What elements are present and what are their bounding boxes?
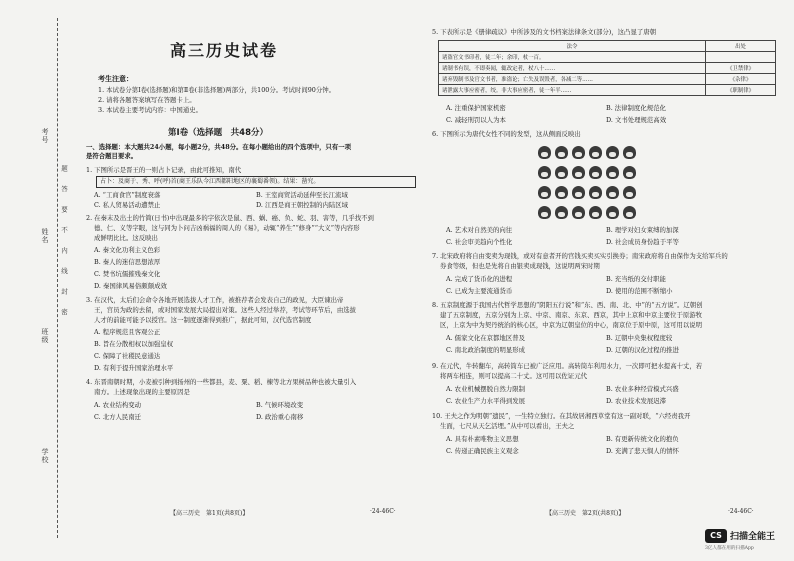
q7-line: 券食等级，但也是先将自由银卖成现钱，这说明两宋时期: [440, 262, 600, 270]
label-xingming: 姓名: [41, 228, 49, 244]
section-title: 第Ⅰ卷（选择题 共48分）: [168, 128, 268, 138]
table-row: [439, 85, 776, 96]
hairstyle-icon: [572, 206, 585, 219]
hairstyle-icon: [538, 206, 551, 219]
q6-option: C. 社会审美趋向个性化: [446, 238, 513, 246]
q10-line: 生面，七尺从天乞活埋。”从中可以看出，王夫之: [440, 422, 575, 430]
q10-option: B. 有更新传统文化的抱负: [606, 435, 679, 443]
hairstyle-icon: [623, 206, 636, 219]
hairstyle-icon: [589, 206, 602, 219]
hairstyle-icon: [555, 166, 568, 179]
table-cell: 诸盗官文书印者，徒二年；余印，杖一百。: [439, 52, 706, 63]
q1-option: D. 江西是商王朝控制的内陆区域: [256, 201, 349, 209]
q3-line: 王，宫员为政的去留，或对国家发展大局提出对策。这些人经过举荐，考试等环节后，由选拔: [94, 306, 357, 314]
binding-strip: [0, 0, 66, 561]
q9-line: 9. 在元代，牛转翻车，高转筒车已被广泛应用。高转筒车利用水力，一次即可把水提高十丈，若: [432, 362, 703, 370]
table-cell: 诸制书有误，不即奏闻，辄改定者，杖八十……: [439, 63, 706, 74]
label-banji: 班级: [41, 328, 49, 344]
q1-option: A. “工商食官”制度衰落: [94, 191, 161, 199]
hairstyle-row: [538, 186, 636, 199]
hairstyle-icon: [538, 146, 551, 159]
q9-option: C. 农业生产力水平得到发展: [446, 397, 526, 405]
notice-head: 考生注意：: [98, 74, 133, 83]
hairstyle-icon: [589, 186, 602, 199]
q5-option: B. 法律制度化规范化: [606, 104, 666, 112]
hairstyle-icon: [606, 186, 619, 199]
label-xuexiao: 学校: [41, 448, 49, 464]
hairstyle-icon: [538, 166, 551, 179]
q2-option: C. 焚书坑儒摧残秦文化: [94, 270, 161, 278]
q7-option: C. 已成为主要流通货币: [446, 287, 513, 295]
notice-line: 2. 请将各题答案填写在答题卡上。: [98, 96, 196, 104]
hairstyle-icon: [538, 186, 551, 199]
q5-table: [438, 40, 776, 96]
q1-box-text: 占卜：及商于、秀、呼(呼)首(商王乐队今江西都阳地区的襄蜀番领)。结果：凿究。: [100, 178, 320, 185]
q6-option: B. 理学对妇女束缚的加深: [606, 226, 679, 234]
q4-line: 南方。上述现象出现的主要原因是: [94, 388, 190, 396]
q7-option: D. 使用的范围不断缩小: [606, 287, 673, 295]
hairstyle-icon: [623, 166, 636, 179]
seal-text: 题答要不内线封密: [60, 165, 68, 329]
page-code: ·24-46C·: [728, 508, 754, 515]
hairstyle-icon: [555, 146, 568, 159]
table-header: 法令: [439, 41, 706, 52]
q9-option: D. 农业技术发展迟滞: [606, 397, 667, 405]
camscanner-name: 扫描全能王: [730, 532, 776, 542]
q5-option: D. 文书处理规范高效: [606, 116, 667, 124]
q10-option: D. 充满了悲天悯人的情怀: [606, 447, 679, 455]
q3-option: A. 程序规范且客观公正: [94, 328, 161, 336]
table-header: 出处: [706, 41, 776, 52]
q9-option: B. 农业多种经营模式兴盛: [606, 385, 679, 393]
q5-stem: 5. 下表所示是《册律疏议》中所涉及的文书档案法律条文(部分)，这凸显了唐朝: [432, 28, 657, 36]
q8-option: A. 儒家文化在京都地区普及: [446, 334, 525, 342]
table-row: [439, 41, 776, 52]
hairstyle-icon: [572, 166, 585, 179]
q4-option: D. 政治重心南移: [256, 413, 304, 421]
q2-line: 成鲜明比比。这反映出: [94, 234, 158, 242]
hairstyle-row: [538, 166, 636, 179]
q7-line: 7. 北宋政府将自由变卖为现钱，或对有意者开的官钱买卖买实引换券；南宋政府将自由保作为支给军兵的: [432, 252, 728, 260]
table-cell: 诸弃毁制书及官文书者，准盗论；亡失及误毁者，各减二等……: [439, 74, 706, 85]
q3-option: D. 有利于提升国家治理水平: [94, 364, 174, 372]
q4-line: 4. 东晋南朝时期，小麦被引种到扬州的一些都县，麦、粟、稻、楝等北方果树品种也被大量引入: [86, 378, 357, 386]
q10-option: C. 传递正确民族主义观念: [446, 447, 519, 455]
seal-line: [57, 18, 58, 538]
table-row: [439, 52, 776, 63]
hairstyle-row: [538, 146, 636, 159]
hairstyle-icon: [606, 146, 619, 159]
hairstyle-icon: [555, 206, 568, 219]
page-1: [70, 0, 420, 561]
q8-option: C. 南北政治制度的明显形成: [446, 346, 526, 354]
q4-option: B. 气候环境改变: [256, 401, 304, 409]
q7-option: A. 完成了货币化的进程: [446, 275, 513, 283]
q6-option: D. 社会成员身份趋于平等: [606, 238, 679, 246]
table-row: [439, 74, 776, 85]
q1-option: B. 王室商贸活动延伸至长江流域: [256, 191, 348, 199]
q3-line: 人才的前能可能予以授官。这一制度逐渐得到推广，据此可知，汉代选官制度: [94, 316, 312, 324]
q8-line: 区，上京为中为契丹统治的核心区，中京为辽朝皇位的中心，南京位于原中原，这可用以说明: [440, 321, 703, 329]
hairstyle-icon: [589, 146, 602, 159]
q9-option: A. 农业机械摆脱自然力限制: [446, 385, 525, 393]
notice-line: 1. 本试卷分第Ⅰ卷(选择题)和第Ⅱ卷(非选择题)两部分，共100分。考试时间90分钟。: [98, 86, 336, 94]
q10-line: 10. 王夫之作为明朝“遗民”，一生特立独行。在其故居湘西草堂有这一副对联，“六经责我开: [432, 412, 691, 420]
hairstyle-icon: [572, 146, 585, 159]
q6-stem: 6. 下图所示为唐代女性不同的发型，这从侧面反映出: [432, 130, 581, 138]
q8-option: D. 辽朝的汉化过程的推进: [606, 346, 679, 354]
hairstyle-row: [538, 206, 636, 219]
hairstyle-icon: [606, 166, 619, 179]
q2-option: D. 秦国律风易俗颇颇成效: [94, 282, 167, 290]
label-kaohao: 考号: [41, 128, 49, 144]
q5-option: C. 减轻刑罚以人为本: [446, 116, 506, 124]
q1-option: C. 私人贸易活动遭禁止: [94, 201, 161, 209]
q2-line: 2. 在秦末及出土的竹简(日书)中出现最多的字依次是鼠、西、蜗、癌、负、蛇、羽、害等，几乎找不到: [86, 214, 374, 222]
q5-option: A. 注重保护国家机密: [446, 104, 506, 112]
table-cell: 《职制律》: [706, 85, 776, 96]
hairstyle-icon: [572, 186, 585, 199]
q8-option: B. 辽朝中央集权程度较: [606, 334, 673, 342]
q3-option: C. 保障了社稷民意通达: [94, 352, 161, 360]
q1-box: [96, 176, 416, 188]
q2-option: B. 秦人的迷信思想浓厚: [94, 258, 161, 266]
hairstyle-icon: [623, 186, 636, 199]
instruction: 是符合题目要求。: [86, 152, 138, 160]
hairstyle-icon: [623, 146, 636, 159]
notice-line: 3. 本试卷主要考试内容：中国通史。: [98, 106, 202, 114]
camscanner-logo-icon: CS: [705, 529, 727, 543]
table-row: [439, 63, 776, 74]
table-cell: 诸泄露大事应密者，绞。非大事应密者，徒一年半……: [439, 85, 706, 96]
hairstyle-icon: [555, 186, 568, 199]
q2-line: 德、仁、义等字眼，这与同为卜问吉凶祸福的周人的《易》，动辄“养生”“修身”“大义”等内容形: [94, 224, 360, 232]
q8-line: 8. 五京制度源于我国古代哲学思想的“阴阳五行说”和“东、西、南、北、中”的“五方说”。辽朝创: [432, 301, 703, 309]
q6-option: A. 艺术对自然美的向往: [446, 226, 513, 234]
q2-option: A. 秦文化功利主义色彩: [94, 246, 161, 254]
q7-option: B. 充当纸的交付职能: [606, 275, 666, 283]
page-2: [428, 0, 783, 561]
q10-option: A. 具有朴素唯物主义思想: [446, 435, 519, 443]
hairstyle-icon: [606, 206, 619, 219]
q3-line: 3. 在汉代，太后们会命令各地开展选拔人才工作，被推荐者会发表自己的政见，大臣谏出帝: [86, 296, 344, 304]
page-code: ·24-46C·: [370, 508, 396, 515]
q3-option: B. 旨在分散相权以加强皇权: [94, 340, 174, 348]
page-footer: 【高三历史 第2页(共8页)】: [546, 510, 625, 517]
page-footer: 【高三历史 第1页(共8页)】: [170, 510, 249, 517]
q1-stem: 1. 下图所示是晋王的一则占卜记录，由此可推知，南代: [86, 166, 242, 174]
q4-option: C. 北方人民南迁: [94, 413, 142, 421]
q9-line: 将两车相连，则可以提高二十丈。这可用以佐证元代: [440, 372, 587, 380]
instruction: 一、选择题：本大题共24小题，每小题2分，共48分。在每小题给出的四个选项中，只有一项: [86, 143, 352, 151]
table-cell: 《杂律》: [706, 74, 776, 85]
hairstyle-icon: [589, 166, 602, 179]
camscanner-slogan: 3亿人都在用的扫描App: [705, 546, 754, 551]
q8-line: 建了五京制度，五京分别为上京、中京、南京、东京、西京，其中上京和中京主要位于原游牧: [440, 311, 703, 319]
exam-title: 高三历史试卷: [170, 41, 279, 60]
table-cell: 《卫禁律》: [706, 63, 776, 74]
q4-option: A. 农业结构变动: [94, 401, 142, 409]
table-cell: [706, 52, 776, 63]
